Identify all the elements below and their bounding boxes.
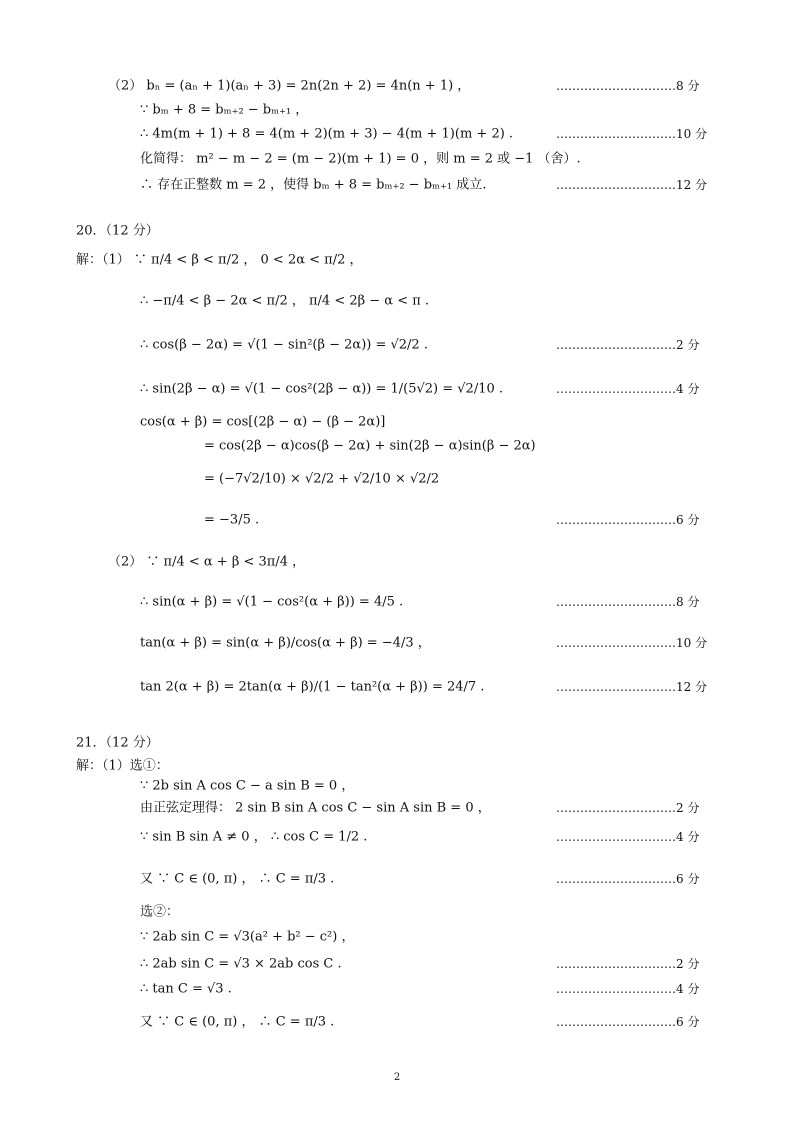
line-text: （2） ∵ π/4 < α + β < 3π/4 ，: [108, 554, 306, 570]
score-marker: …………………………2 分: [556, 801, 700, 815]
score-marker: …………………………6 分: [556, 513, 700, 527]
score-marker: …………………………8 分: [556, 595, 700, 609]
score-marker: …………………………6 分: [556, 872, 700, 886]
page-number: 2: [393, 1072, 401, 1083]
line-text: = (−7√2/10) × √2/2 + √2/10 × √2/2: [204, 471, 440, 487]
line-text: 又 ∵ C ∈ (0, π) ， ∴ C = π/3 .: [140, 1014, 335, 1030]
score-marker: …………………………2 分: [556, 338, 700, 352]
line-text: tan 2(α + β) = 2tan(α + β)/(1 − tan²(α + β)) = 24/7 .: [140, 679, 485, 695]
score-marker: …………………………4 分: [556, 830, 700, 844]
line-text: 20．（12 分）: [76, 223, 159, 239]
line-text: ∴ 4m(m + 1) + 8 = 4(m + 2)(m + 3) − 4(m + 1)(m + 2) .: [140, 126, 514, 142]
line-text: tan(α + β) = sin(α + β)/cos(α + β) = −4/3 ，: [140, 635, 431, 651]
line-text: = cos(2β − α)cos(β − 2α) + sin(2β − α)sin(β − 2α): [204, 438, 536, 454]
line-text: 21．（12 分）: [76, 735, 159, 751]
score-marker: …………………………10 分: [556, 636, 708, 650]
line-text: 解：（1） ∵ π/4 < β < π/2 ， 0 < 2α < π/2 ，: [76, 252, 363, 268]
line-text: 选②：: [140, 904, 180, 920]
score-marker: …………………………4 分: [556, 382, 700, 396]
line-text: 化简得： m² − m − 2 = (m − 2)(m + 1) = 0 ，则 m = 2 或 −1 （舍）.: [140, 151, 581, 167]
line-text: 解：（1）选①：: [76, 758, 169, 774]
line-text: ∵ 2b sin A cos C − a sin B = 0 ，: [140, 778, 355, 794]
line-text: ∴ sin(2β − α) = √(1 − cos²(2β − α)) = 1/(5√2) = √2/10 .: [140, 381, 504, 397]
line-text: ∴ 存在正整数 m = 2 ，使得 bₘ + 8 = bₘ₊₂ − bₘ₊₁ 成立.: [140, 177, 487, 193]
score-marker: …………………………12 分: [556, 178, 708, 192]
score-marker: …………………………4 分: [556, 982, 700, 996]
line-text: ∴ −π/4 < β − 2α < π/2 ， π/4 < 2β − α < π .: [140, 293, 430, 309]
line-text: cos(α + β) = cos[(2β − α) − (β − 2α)]: [140, 414, 386, 430]
line-text: ∴ sin(α + β) = √(1 − cos²(α + β)) = 4/5 .: [140, 594, 404, 610]
score-marker: …………………………6 分: [556, 1015, 700, 1029]
score-marker: …………………………2 分: [556, 957, 700, 971]
line-text: ∵ sin B sin A ≠ 0 ， ∴ cos C = 1/2 .: [140, 829, 368, 845]
line-text: ∴ 2ab sin C = √3 × 2ab cos C .: [140, 956, 342, 972]
line-text: 由正弦定理得： 2 sin B sin A cos C − sin A sin B = 0 ，: [140, 800, 491, 816]
score-marker: …………………………10 分: [556, 127, 708, 141]
line-text: ∴ cos(β − 2α) = √(1 − sin²(β − 2α)) = √2/2 .: [140, 337, 428, 353]
line-text: ∴ tan C = √3 .: [140, 981, 232, 997]
score-marker: …………………………12 分: [556, 680, 708, 694]
line-text: （2） bₙ = (aₙ + 1)(aₙ + 3) = 2n(2n + 2) = 4n(n + 1) ，: [108, 78, 471, 94]
line-text: ∵ 2ab sin C = √3(a² + b² − c²) ，: [140, 929, 355, 945]
score-marker: …………………………8 分: [556, 79, 700, 93]
line-text: = −3/5 .: [204, 512, 260, 528]
line-text: ∵ bₘ + 8 = bₘ₊₂ − bₘ₊₁ ，: [140, 102, 309, 118]
line-text: 又 ∵ C ∈ (0, π) ， ∴ C = π/3 .: [140, 871, 335, 887]
